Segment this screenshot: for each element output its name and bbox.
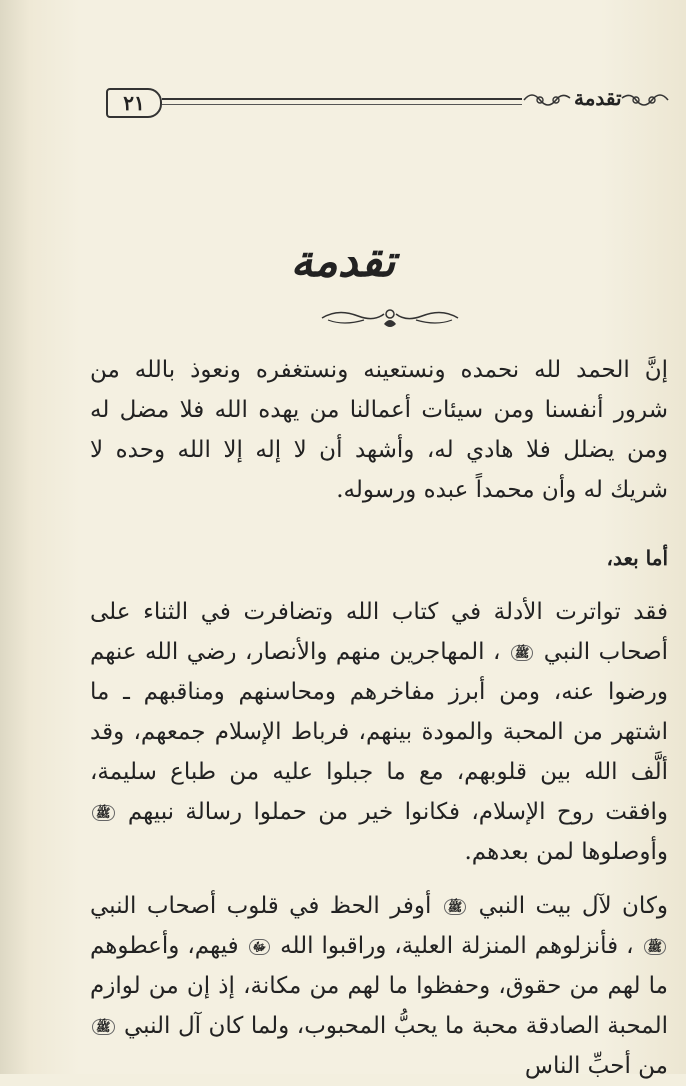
title-ornament-icon	[318, 302, 462, 332]
page-number: ٢١	[106, 88, 162, 118]
paragraph-gap	[90, 578, 668, 592]
salla-icon: ﷺ	[92, 1019, 115, 1035]
salla-icon: ﷺ	[92, 805, 115, 821]
running-header	[100, 82, 670, 122]
paragraph-text: فقد تواترت الأدلة في كتاب الله وتضافرت في الثناء على أصحاب النبي	[90, 599, 669, 665]
paragraph-ahl-al-bayt	[90, 886, 668, 1086]
salla-icon: ﷺ	[644, 939, 667, 955]
paragraph-text: فيهم، وأعطوهم ما لهم من حقوق، وحفظوا ما لهم من مكانة، إذ إن من لوازم المحبة الصادقة محبة ما يحبُّ المحبوب، ولما كان آل النبي	[90, 933, 669, 1039]
paragraph-text: من أحبِّ الناس	[524, 1053, 668, 1079]
salla-icon: ﷺ	[511, 645, 534, 661]
paragraph-text: ، المهاجرين منهم والأنصار، رضي الله عنهم ورضوا عنه، ومن أبرز مفاخرهم ومحاسنهم ومناقبهم ـ ما اشتهر من المحبة والمودة بينهم، فرباط الإسلام جمعهم، وقد ألَّف الله بين قلوبهم، مع ما جبلوا عليه من طباع سليمة، وافقت روح الإسلام، فكانوا خير من حملوا رسالة نبيهم	[90, 639, 669, 825]
paragraph-gap	[90, 872, 668, 886]
header-section-title: تقدمة	[574, 86, 622, 110]
paragraph-text: أوفر الحظ في قلوب أصحاب النبي	[90, 893, 432, 919]
body-text	[90, 350, 668, 1086]
header-rule	[162, 98, 522, 100]
jalla-icon: ﷻ	[249, 939, 271, 955]
salla-icon: ﷺ	[444, 899, 467, 915]
paragraph-companions	[90, 592, 668, 872]
header-ornament-right-icon	[620, 88, 670, 112]
paragraph-text: وأوصلوها لمن بعدهم.	[464, 839, 668, 865]
chapter-title: تقدمة	[290, 236, 396, 287]
paragraph-text: ، فأنزلوهم المنزلة العلية، وراقبوا الله	[280, 933, 634, 959]
paragraph-opening: إنَّ الحمد لله نحمده ونستعينه ونستغفره ونعوذ بالله من شرور أنفسنا ومن سيئات أعمالنا من يهده الله فلا مضل له ومن يضلل فلا هادي له، وأشهد أن لا إله إلا الله وحده لا شريك له وأن محمداً عبده ورسوله.	[90, 357, 668, 503]
header-rule-thin	[162, 104, 522, 105]
paragraph-heading: أما بعد،	[606, 546, 668, 570]
paragraph-text: وكان لآل بيت النبي	[478, 893, 668, 919]
paragraph-gap	[90, 510, 668, 538]
header-ornament-left-icon	[522, 88, 572, 112]
